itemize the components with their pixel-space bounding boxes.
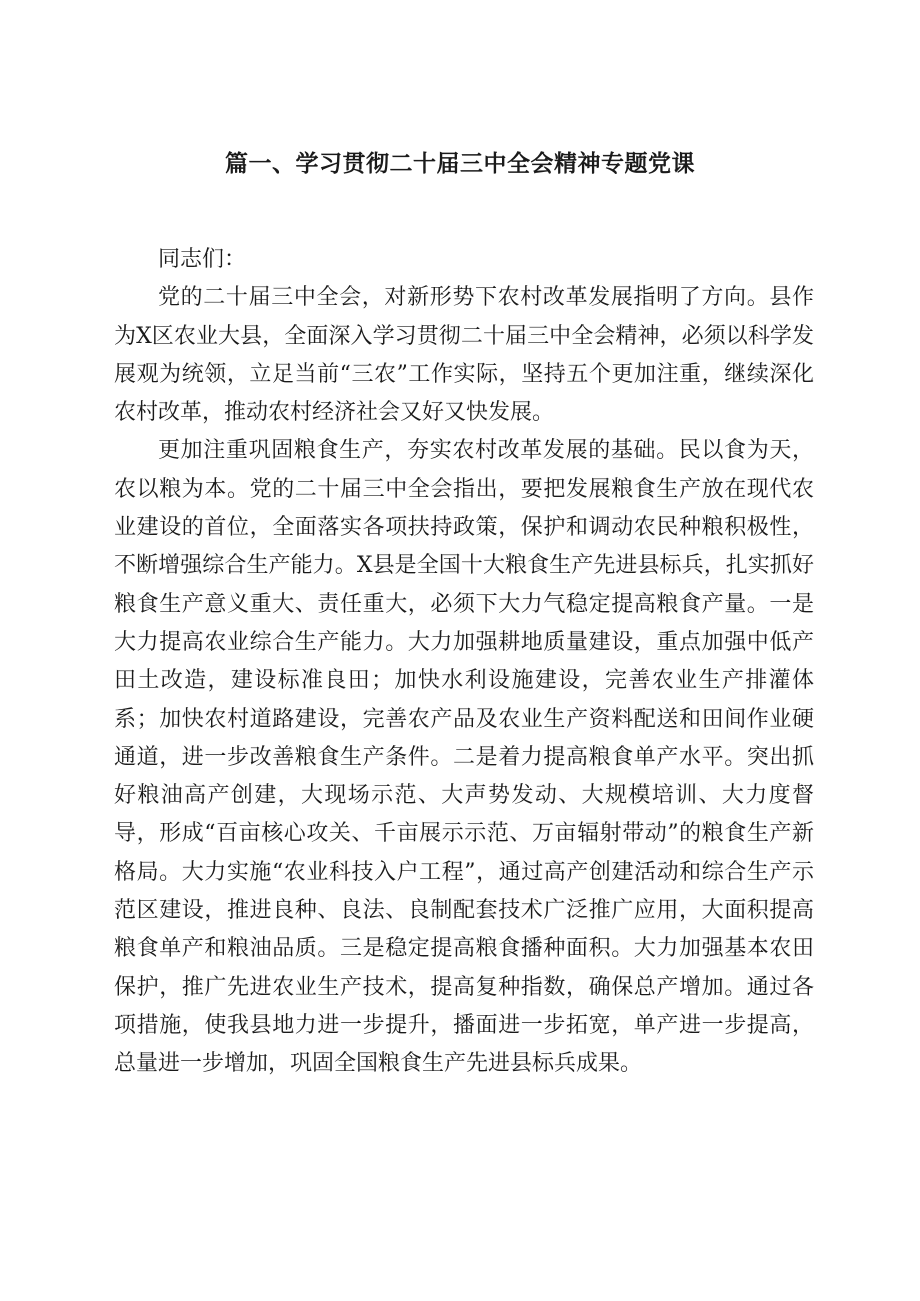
document-body xyxy=(114,241,814,1084)
document-title: 篇一、学习贯彻二十届三中全会精神专题党课 xyxy=(225,151,695,177)
paragraph: 更加注重巩固粮食生产，夯实农村改革发展的基础。民以食为天，农以粮为本。党的二十届三中全会指出，要把发展粮食生产放在现代农业建设的首位，全面落实各项扶持政策，保护和调动农民种粮积极性，不断增强综合生产能力。X县是全国十大粮食生产先进县标兵，扎实抓好粮食生产意义重大、责任重大，必须下大力气稳定提高粮食产量。一是大力提高农业综合生产能力。大力加强耕地质量建设，重点加强中低产田土改造，建设标准良田；加快水利设施建设，完善农业生产排灌体系；加快农村道路建设，完善农产品及农业生产资料配送和田间作业硬通道，进一步改善粮食生产条件。二是着力提高粮食单产水平。突出抓好粮油高产创建，大现场示范、大声势发动、大规模培训、大力度督导，形成“百亩核心攻关、千亩展示示范、万亩辐射带动”的粮食生产新格局。大力实施“农业科技入户工程”，通过高产创建活动和综合生产示范区建设，推进良种、良法、良制配套技术广泛推广应用，大面积提高粮食单产和粮油品质。三是稳定提高粮食播种面积。大力加强基本农田保护，推广先进农业生产技术，提高复种指数，确保总产增加。通过各项措施，使我县地力进一步提升，播面进一步拓宽，单产进一步提高，总量进一步增加，巩固全国粮食生产先进县标兵成果。 xyxy=(114,438,814,1077)
paragraph: 党的二十届三中全会，对新形势下农村改革发展指明了方向。县作为X区农业大县，全面深入学习贯彻二十届三中全会精神，必须以科学发展观为统领，立足当前“三农”工作实际，坚持五个更加注重，继续深化农村改革，推动农村经济社会又好又快发展。 xyxy=(114,285,814,426)
salutation: 同志们： xyxy=(158,247,247,272)
